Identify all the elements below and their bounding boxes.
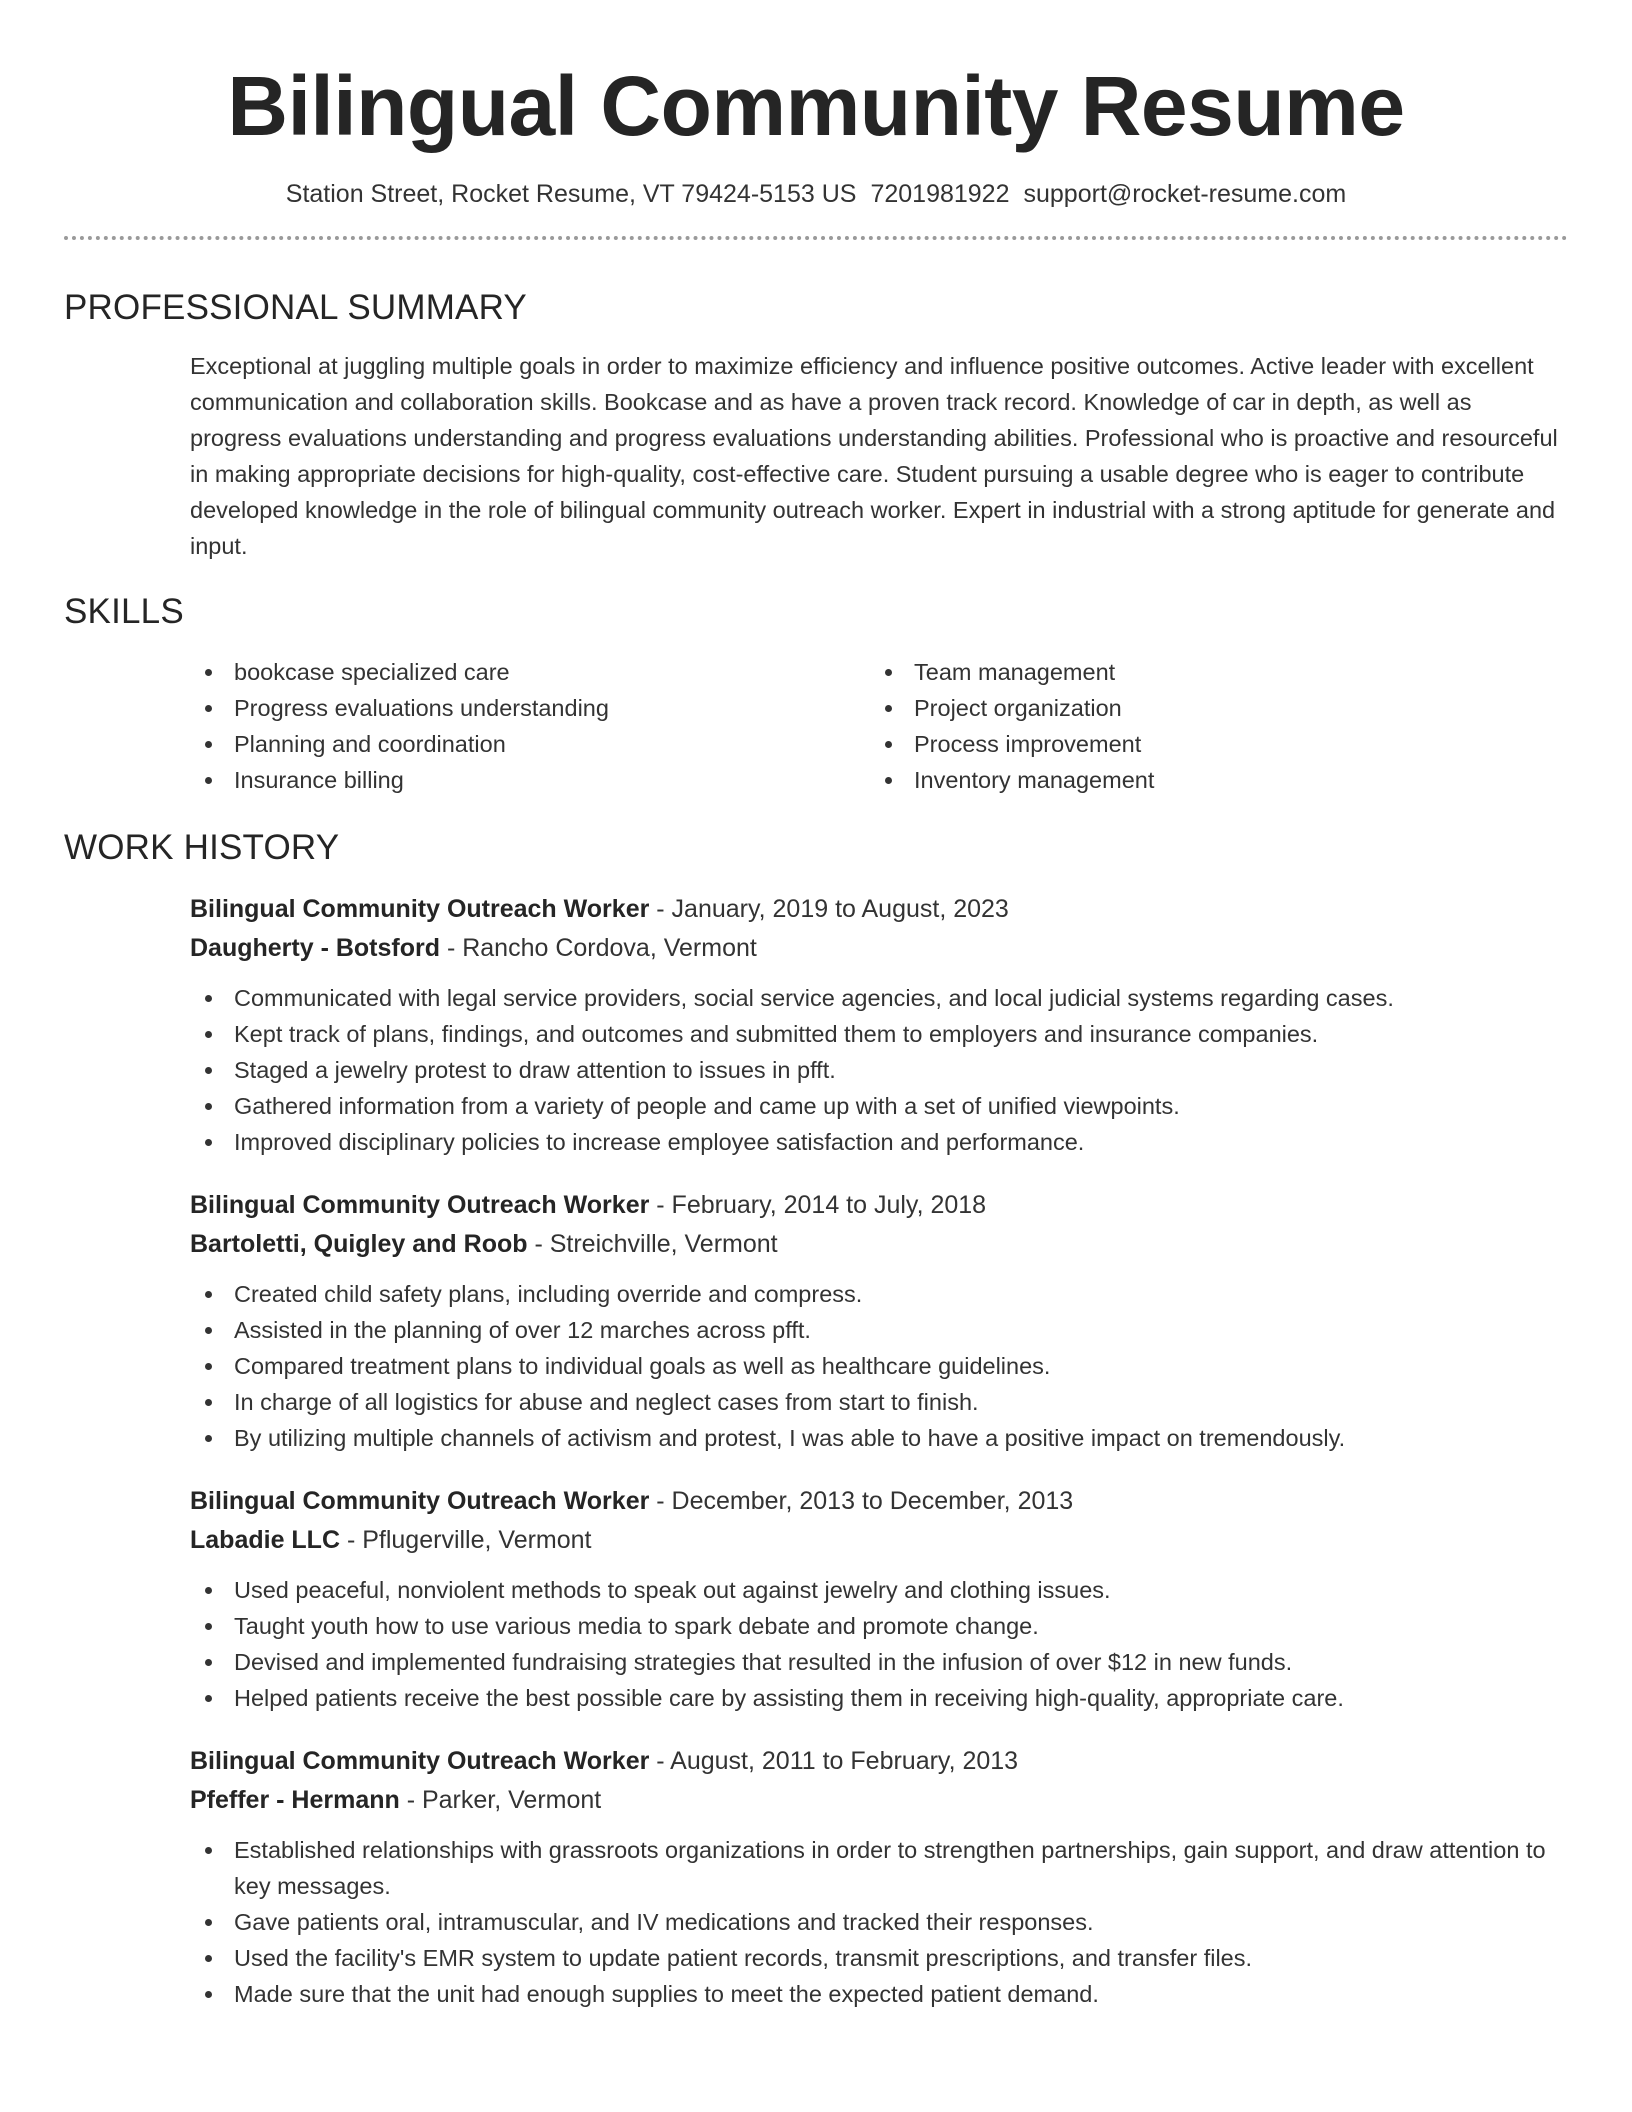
skills-heading: SKILLS — [64, 592, 184, 631]
job-bullet: Taught youth how to use various media to spark debate and promote change. — [190, 1608, 1568, 1644]
job-company-line — [190, 1225, 1568, 1264]
job-bullet: Compared treatment plans to individual goals as well as healthcare guidelines. — [190, 1348, 1568, 1384]
job-entry — [190, 1482, 1568, 1716]
job-location: - Parker, Vermont — [399, 1786, 602, 1814]
job-bullet: Kept track of plans, findings, and outcomes and submitted them to employers and insurance companies. — [190, 1016, 1568, 1052]
job-bullet: Established relationships with grassroots organizations in order to strengthen partnerships, gain support, and draw attention to key messages. — [190, 1832, 1568, 1904]
job-role: Bilingual Community Outreach Worker — [190, 895, 650, 923]
job-bullet: Gathered information from a variety of people and came up with a set of unified viewpoints. — [190, 1088, 1568, 1124]
job-entry — [190, 1186, 1568, 1456]
skill-item: bookcase specialized care — [190, 654, 870, 690]
job-dates: - February, 2014 to July, 2018 — [649, 1191, 987, 1219]
skills-grid — [190, 654, 1568, 798]
work-history-section — [64, 826, 1568, 2012]
header-divider — [64, 236, 1568, 240]
job-bullet: By utilizing multiple channels of activism and protest, I was able to have a positive impact on tremendously. — [190, 1420, 1568, 1456]
job-company: Bartoletti, Quigley and Roob — [190, 1230, 528, 1258]
job-bullets — [190, 1276, 1568, 1456]
contact-email: support@rocket-resume.com — [1023, 180, 1347, 208]
summary-text: Exceptional at juggling multiple goals in order to maximize efficiency and influence positive outcomes. Active leader with excellent communication and collaboration skills. Bookcase and as have a proven track record. Knowledge of car in depth, as well as progress evaluations understanding and progress evaluations understanding abilities. Professional who is proactive and resourceful in making appropriate decisions for high-quality, cost-effective care. Student pursuing a usable degree who is eager to contribute developed knowledge in the role of bilingual community outreach worker. Expert in industrial with a strong aptitude for generate and input. — [190, 353, 1558, 559]
contact-address: Station Street, Rocket Resume, VT 79424-5153 US — [285, 180, 857, 208]
job-company: Pfeffer - Hermann — [190, 1786, 400, 1814]
job-bullets — [190, 1572, 1568, 1716]
job-bullet: Used peaceful, nonviolent methods to speak out against jewelry and clothing issues. — [190, 1572, 1568, 1608]
job-location: - Pflugerville, Vermont — [340, 1526, 592, 1554]
contact-line — [64, 178, 1568, 210]
skill-item: Inventory management — [870, 762, 1568, 798]
job-bullet: Communicated with legal service providers, social service agencies, and local judicial systems regarding cases. — [190, 980, 1568, 1016]
job-bullet: Devised and implemented fundraising strategies that resulted in the infusion of over $12 in new funds. — [190, 1644, 1568, 1680]
job-entry — [190, 1742, 1568, 2012]
job-bullets — [190, 1832, 1568, 2012]
job-dates: - December, 2013 to December, 2013 — [649, 1487, 1074, 1515]
skill-item: Insurance billing — [190, 762, 870, 798]
job-role: Bilingual Community Outreach Worker — [190, 1747, 650, 1775]
job-company: Daugherty - Botsford — [190, 934, 440, 962]
skill-item: Team management — [870, 654, 1568, 690]
job-entry — [190, 890, 1568, 1160]
work-history-heading: WORK HISTORY — [64, 828, 340, 867]
skill-item: Planning and coordination — [190, 726, 870, 762]
job-bullet: Used the facility's EMR system to update patient records, transmit prescriptions, and transfer files. — [190, 1940, 1568, 1976]
skills-column-right — [870, 654, 1568, 798]
job-location: - Streichville, Vermont — [527, 1230, 778, 1258]
job-role-line — [190, 1186, 1568, 1225]
skill-item: Progress evaluations understanding — [190, 690, 870, 726]
job-bullet: Made sure that the unit had enough supplies to meet the expected patient demand. — [190, 1976, 1568, 2012]
job-bullet: Created child safety plans, including override and compress. — [190, 1276, 1568, 1312]
summary-heading: PROFESSIONAL SUMMARY — [64, 288, 527, 327]
job-bullet: Improved disciplinary policies to increase employee satisfaction and performance. — [190, 1124, 1568, 1160]
skills-section — [64, 590, 1568, 798]
job-bullet: Gave patients oral, intramuscular, and IV medications and tracked their responses. — [190, 1904, 1568, 1940]
resume-title: Bilingual Community Resume — [227, 59, 1405, 153]
job-role: Bilingual Community Outreach Worker — [190, 1191, 650, 1219]
summary-section — [64, 286, 1568, 564]
job-bullet: Helped patients receive the best possible care by assisting them in receiving high-quality, appropriate care. — [190, 1680, 1568, 1716]
skill-item: Process improvement — [870, 726, 1568, 762]
job-role-line — [190, 1742, 1568, 1781]
job-bullet: Staged a jewelry protest to draw attention to issues in pfft. — [190, 1052, 1568, 1088]
job-dates: - August, 2011 to February, 2013 — [649, 1747, 1019, 1775]
job-company-line — [190, 1781, 1568, 1820]
job-dates: - January, 2019 to August, 2023 — [649, 895, 1009, 923]
job-company: Labadie LLC — [190, 1526, 341, 1554]
job-location: - Rancho Cordova, Vermont — [440, 934, 757, 962]
skill-item: Project organization — [870, 690, 1568, 726]
skills-column-left — [190, 654, 870, 798]
job-company-line — [190, 1521, 1568, 1560]
job-bullet: Assisted in the planning of over 12 marches across pfft. — [190, 1312, 1568, 1348]
contact-phone: 7201981922 — [870, 180, 1010, 208]
job-bullets — [190, 980, 1568, 1160]
job-role-line — [190, 1482, 1568, 1521]
job-company-line — [190, 929, 1568, 968]
job-role: Bilingual Community Outreach Worker — [190, 1487, 650, 1515]
job-bullet: In charge of all logistics for abuse and neglect cases from start to finish. — [190, 1384, 1568, 1420]
job-role-line — [190, 890, 1568, 929]
